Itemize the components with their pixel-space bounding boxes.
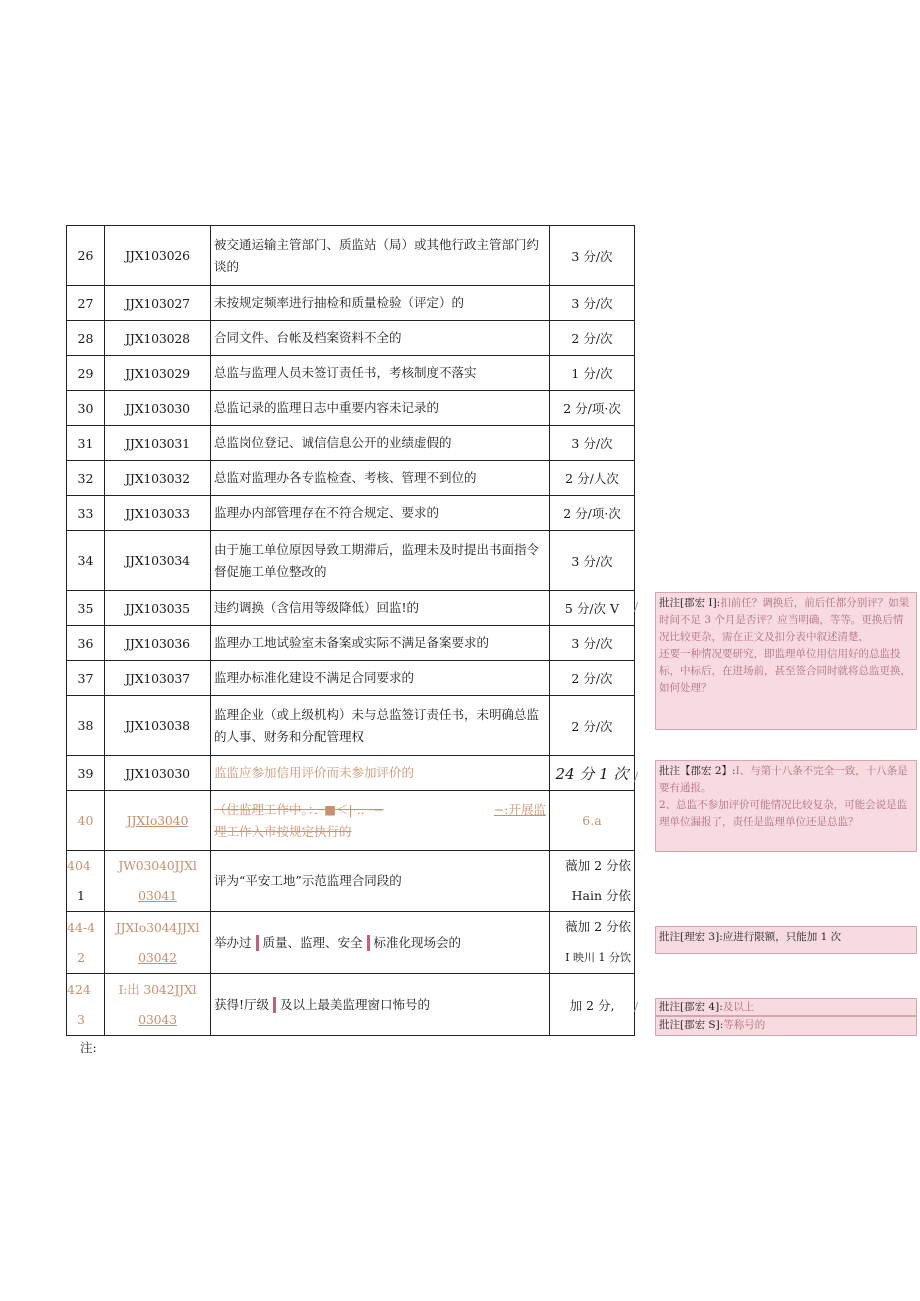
row-number: 40 bbox=[67, 791, 105, 851]
table-row bbox=[67, 591, 635, 626]
row-description: 监理企业（或上级机构）未与总监签订责任书，未明确总监的人事、财务和分配管理权 bbox=[211, 696, 550, 756]
row-number-a: 404 bbox=[67, 858, 91, 873]
table-row bbox=[67, 321, 635, 356]
desc-part-c: 标准化现场会的 bbox=[373, 934, 462, 950]
row-score: 3 分/次 bbox=[550, 531, 635, 591]
footnote-label: 注: bbox=[80, 1040, 97, 1055]
comment-connector: / bbox=[634, 600, 639, 614]
row-score-a: 薇加 2 分依 bbox=[565, 858, 631, 873]
table-row bbox=[67, 356, 635, 391]
table-row bbox=[67, 496, 635, 531]
row-description bbox=[211, 791, 550, 851]
comment-text: 及以上 bbox=[722, 1001, 755, 1013]
comment-1[interactable] bbox=[655, 592, 917, 730]
table-row bbox=[67, 756, 635, 791]
comment-text: I、与第十八条不完全一致，十八条是要有通报。 bbox=[659, 765, 908, 794]
row-number-b: 3 bbox=[77, 1011, 85, 1027]
row-number: 35 bbox=[67, 591, 105, 626]
row-code-b: 03042 bbox=[138, 949, 177, 965]
row-description: 合同文件、台帐及档案资料不全的 bbox=[211, 321, 550, 356]
row-code: JJX103033 bbox=[105, 496, 211, 531]
desc-part-a: 获得!厅级 bbox=[214, 996, 270, 1012]
row-description bbox=[211, 912, 550, 974]
row-number: 34 bbox=[67, 531, 105, 591]
row-score: 3 分/次 bbox=[550, 226, 635, 286]
row-score: 6.a bbox=[550, 791, 635, 851]
comment-4[interactable] bbox=[655, 998, 917, 1016]
row-number: 33 bbox=[67, 496, 105, 531]
row-description: 被交通运输主管部门、质监站（局）或其他行政主管部门约谈的 bbox=[211, 226, 550, 286]
row-code bbox=[105, 974, 211, 1036]
row-code: JJX103028 bbox=[105, 321, 211, 356]
row-code: JJX103030 bbox=[105, 756, 211, 791]
row-score: 2 分/项·次 bbox=[550, 391, 635, 426]
table-row bbox=[67, 391, 635, 426]
row-number: 31 bbox=[67, 426, 105, 461]
row-number: 28 bbox=[67, 321, 105, 356]
row-number-a: 424 bbox=[67, 981, 91, 997]
row-number: 39 bbox=[67, 756, 105, 791]
row-number-b: 2 bbox=[77, 949, 85, 965]
row-description: 监监应参加信用评价而未参加评价的 bbox=[211, 756, 550, 791]
table-row bbox=[67, 426, 635, 461]
row-score bbox=[550, 912, 635, 974]
comment-author: 批注[郡宏 S]: bbox=[659, 1019, 724, 1031]
comment-text: 等称号的 bbox=[723, 1019, 766, 1031]
row-number-b: 1 bbox=[77, 888, 85, 903]
row-description: 总监岗位登记、诚信信息公开的业绩虚假的 bbox=[211, 426, 550, 461]
revision-mark bbox=[367, 935, 370, 951]
table-row bbox=[67, 531, 635, 591]
comment-text: 应进行限额，只能加 1 次 bbox=[722, 931, 842, 943]
revision-mark bbox=[273, 997, 276, 1013]
inserted-text: −:开展监 bbox=[493, 801, 546, 817]
row-code: JJX103027 bbox=[105, 286, 211, 321]
row-score-b: Hain 分依 bbox=[571, 888, 631, 903]
row-description: 监理办内部管理存在不符合规定、要求的 bbox=[211, 496, 550, 531]
row-score: 2 分/人次 bbox=[550, 461, 635, 496]
table-row bbox=[67, 696, 635, 756]
row-description: 评为“平安工地”示范监理合同段的 bbox=[211, 851, 550, 912]
row-number: 38 bbox=[67, 696, 105, 756]
row-number bbox=[67, 851, 105, 912]
comment-author: 批注[理宏 3]: bbox=[659, 931, 723, 943]
row-score: 2 分/次 bbox=[550, 321, 635, 356]
scoring-table bbox=[66, 225, 635, 1036]
row-description: 总监记录的监理日志中重要内容未记录的 bbox=[211, 391, 550, 426]
row-code-b: 03043 bbox=[138, 1011, 177, 1027]
row-code bbox=[105, 912, 211, 974]
row-code: JJX103029 bbox=[105, 356, 211, 391]
row-number: 26 bbox=[67, 226, 105, 286]
row-description: 监理办标准化建设不满足合同要求的 bbox=[211, 661, 550, 696]
row-score-a: 薇加 2 分依 bbox=[565, 919, 631, 934]
desc-part-b: 质量、监理、安全 bbox=[262, 934, 363, 950]
row-description: 由于施工单位原因导致工期滞后，监理未及时提出书面指令督促施工单位整改的 bbox=[211, 531, 550, 591]
row-score: 5 分/次 V bbox=[550, 591, 635, 626]
deleted-text-2: 理工作入市按规定执行的 bbox=[214, 823, 352, 839]
row-score bbox=[550, 851, 635, 912]
row-score-b: I 映川 1 分饮 bbox=[565, 951, 631, 964]
desc-part-a: 举办过 bbox=[214, 934, 252, 950]
row-number: 27 bbox=[67, 286, 105, 321]
table-row bbox=[67, 974, 635, 1036]
row-code: JJX103030 bbox=[105, 391, 211, 426]
row-number: 30 bbox=[67, 391, 105, 426]
row-code-a: I:出 3042JJXl bbox=[118, 981, 197, 997]
row-code: JJX103037 bbox=[105, 661, 211, 696]
row-code: JJX103032 bbox=[105, 461, 211, 496]
row-code-a: JW03040JJXl bbox=[118, 858, 197, 873]
row-score: 3 分/次 bbox=[550, 426, 635, 461]
row-number: 29 bbox=[67, 356, 105, 391]
table-row bbox=[67, 626, 635, 661]
desc-part-b: 及以上最美监理窗口怖号的 bbox=[280, 996, 431, 1012]
row-code: JJX103034 bbox=[105, 531, 211, 591]
row-score: 2 分/次 bbox=[550, 696, 635, 756]
row-number: 32 bbox=[67, 461, 105, 496]
comment-text: 扣前任？调换后，前后任都分别评？如果时间不足 3 个月是否评？应当明确，等等。更换后情况比较更杂，需在正文及扣分表中叙述清楚， bbox=[659, 597, 910, 643]
row-code-b: 03041 bbox=[138, 888, 177, 903]
row-number: 36 bbox=[67, 626, 105, 661]
comment-2[interactable] bbox=[655, 760, 917, 852]
comment-author: 批注【郡宏 2】: bbox=[659, 765, 736, 777]
comment-3[interactable] bbox=[655, 926, 917, 954]
deleted-text: （住监理工作中。：．·■＜|·.．− bbox=[214, 801, 384, 817]
row-score: 1 分/次 bbox=[550, 356, 635, 391]
row-score: 3 分/次 bbox=[550, 286, 635, 321]
row-code bbox=[105, 791, 211, 851]
comment-author: 批注[郡宏 I]: bbox=[659, 597, 721, 609]
table-row bbox=[67, 226, 635, 286]
row-code bbox=[105, 851, 211, 912]
row-code-text: JJXIo3040 bbox=[126, 813, 189, 828]
table-row bbox=[67, 912, 635, 974]
comment-5[interactable] bbox=[655, 1016, 917, 1036]
row-description bbox=[211, 974, 550, 1036]
row-score: 24 分 1 次 bbox=[550, 756, 635, 791]
row-code: JJX103036 bbox=[105, 626, 211, 661]
row-code-a: JJXIo3044JJXl bbox=[115, 919, 200, 935]
comment-text-2: 2、总监不参加评价可能情况比较复杂，可能会说是监理单位漏报了，责任是监理单位还是总监？ bbox=[659, 799, 908, 828]
row-description: 总监与监理人员未签订责任书，考核制度不落实 bbox=[211, 356, 550, 391]
row-score: 2 分/次 bbox=[550, 661, 635, 696]
row-score: 3 分/次 bbox=[550, 626, 635, 661]
revision-mark bbox=[256, 935, 259, 951]
row-code: JJX103035 bbox=[105, 591, 211, 626]
row-number bbox=[67, 974, 105, 1036]
row-number-a: 44-4 bbox=[67, 919, 96, 935]
row-score: 加 2 分, bbox=[550, 974, 635, 1036]
comment-connector: / bbox=[634, 1000, 639, 1014]
row-code: JJX103038 bbox=[105, 696, 211, 756]
row-number: 37 bbox=[67, 661, 105, 696]
comment-connector: / bbox=[634, 770, 639, 784]
row-description: 总监对监理办各专监检查、考核、管理不到位的 bbox=[211, 461, 550, 496]
row-score: 2 分/项·次 bbox=[550, 496, 635, 531]
row-description: 未按规定频率进行抽检和质量检验（评定）的 bbox=[211, 286, 550, 321]
row-code: JJX103031 bbox=[105, 426, 211, 461]
comment-text-2: 还要一种情况要研究，即监理单位用信用好的总监投标，中标后，在进场前，甚至签合同时就将总监更换，如何处理？ bbox=[659, 648, 911, 694]
row-number bbox=[67, 912, 105, 974]
comment-author: 批注[郡宏 4]: bbox=[659, 1001, 723, 1013]
table-row bbox=[67, 661, 635, 696]
row-code: JJX103026 bbox=[105, 226, 211, 286]
table-row bbox=[67, 851, 635, 912]
row-description: 监理办工地试验室未备案或实际不满足备案要求的 bbox=[211, 626, 550, 661]
table-row bbox=[67, 286, 635, 321]
row-description: 违约调换（含信用等级降低）回监!的 bbox=[211, 591, 550, 626]
table-row bbox=[67, 791, 635, 851]
table-row bbox=[67, 461, 635, 496]
